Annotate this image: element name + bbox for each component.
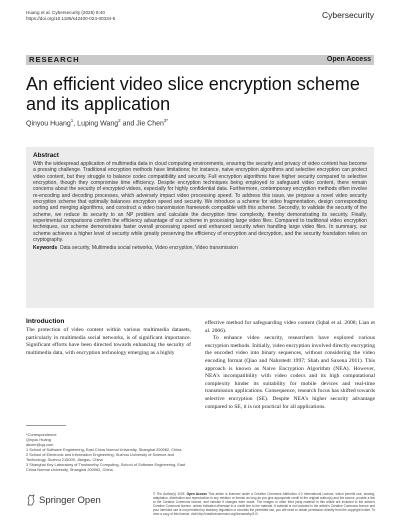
keywords-label: Keywords [33,245,58,252]
abstract-box [26,147,374,308]
abstract-text: With the widespread application of multimedia data in cloud computing environments, ensuring the security and privacy of video content has become a pressing challenge. Traditional encryption methods have limitations; for instance, naive encryption algorithms and selective encryption can protect video content, but they struggle to balance codec compatibility and security. Full encryption algorithms have higher security compared to selective encryption, though they compromise time efficiency. Despite encryption techniques being employed to safeguard video content, there remain concerns about the security of encrypted videos, especially for highly confidential data. Furthermore, contemporary encryption methods often involve re-encoding and decoding processes, which adversely impact video processing speed. To address this issue, we propose a novel video security encryption scheme that optimally balances encryption speed and security. We introduce a scheme for video fragmentation, design corresponding sorting and merging algorithms, and construct a video transmission framework compatible with this scheme. Secondly, to validate the security of the scheme, we reduce its security to an NP problem and calculate the decryption time complexity, thereby demonstrating its security. Finally, experimental comparisons confirm the efficiency advantage of our scheme in processing large video files. Compared to traditional video encryption techniques, our scheme demonstrates faster overall processing speed and enhanced security when handling large video files. In summary, our scheme achieves a higher level of security while greatly preserving the efficiency of encryption and decryption, and the security foundation relies on cryptography. [33,161,367,244]
author-affiliation-mark: 3* [163,118,169,123]
left-column [26,318,191,357]
correspondence-label: *Correspondence: [26,431,58,437]
publisher-logo [26,492,101,508]
article-type: RESEARCH [29,55,80,64]
open-access-badge: Open Access [326,56,371,63]
footnotes [26,425,191,472]
author-name[interactable]: Qinyou Huang [26,120,71,128]
doi-link[interactable]: https://doi.org/10.1186/s42400-024-00334-5 [26,16,116,21]
author-list [26,118,168,127]
intro-text-continued: effective method for safeguarding video content (Iqbal et al. 2008; Lian et al. 2006). [205,320,375,334]
license-text [153,492,375,517]
citation-line: Huang et al. Cybersecurity (2025) 8:40 [26,10,105,15]
author-separator: , [73,120,78,128]
license-body: This article is licensed under a Creative Commons Attribution 4.0 International License, which permits use, sharing, adaptation, distribution and reproduction in any medium or format, as long as you give appropriate credit to the original author(s) and the source, provide a link to the Creative Commons licence, and indicate if changes were made. The images or other third party material in this article are included in the article's Creative Commons licence, unless indicated otherwise in a credit line to the material. If material is not included in the article's Creative Commons licence and your intended use is not permitted by statutory regulation or exceeds the permitted use, you will need to obtain permission directly from the copyright holder. To view a copy of this licence, visit http://creativecommons.org/licenses/by/4.0/. [153,492,375,517]
section-heading: Introduction [26,318,65,325]
affiliation: 1 School of Software Engineering, East China Normal University, Shanghai 200062, China [26,446,182,452]
author-affiliation-mark: 2 [118,118,121,123]
footnote-divider [26,425,66,426]
page-header [26,10,374,32]
author-name[interactable]: Luping Wang [77,120,119,128]
right-column [205,320,375,411]
springer-horse-icon [26,494,36,506]
open-access-label: Open Access [186,492,207,496]
publisher-name: Springer Open [39,494,101,506]
paper-title: An efficient video slice encryption scheme and its application [26,74,360,114]
intro-text-second: To enhance video security, researchers have explored various encryption methods. Initially, video encryption involved directly encrypting the encoded video into binary sequences, without considering the video encoding format (Qiao and Nahrstedt 1997; Shah and Saxena 2011). This approach is known as Naive Encryption Algorithm (NEA). However, NEA's incompatibility with video codecs and its high computational complexity hinder its suitability for mobile devices and real-time transmission applications. Consequence, research focus has shifted towards selective encryption (SE). Despite NEA's higher security advantage compared to SE, it is not practical for all applications. [205,335,375,410]
keywords [33,245,367,251]
affiliation: 2 School of Electronic and Information Engineering, Suzhou University of Science and Technology, Suzhou 215009, Jiangsu, China [26,451,174,462]
correspondence-name: Qinyou Huang [26,436,51,442]
abstract-heading: Abstract [33,152,59,159]
section-banner [26,55,374,65]
journal-name: Cybersecurity [322,10,374,20]
copyright: © The Author(s) 2025. [153,492,186,496]
body-paragraph [205,320,375,411]
author-affiliation-mark: 1 [70,118,74,123]
body-paragraph [26,327,191,357]
correspondence-email[interactable]: abcee@qq.com [26,441,54,447]
author-separator: and [120,120,137,128]
intro-text: The protection of video content within various multimedia datasets, particularly in multimedia social networks, is of significant importance. Significant efforts have been directed towards enhancing the security of multimedia data, with encryption technology emerging as a highly [26,327,191,356]
author-name[interactable]: Jie Chen [136,120,164,128]
keywords-text: Data security, Multimedia social networks, Video encryption, Video transmission [59,245,238,252]
affiliation: 3 Shanghai Key Laboratory of Trustworthy Computing, School of Software Engineering, East China Normal University, Shanghai 200062, China [26,461,186,472]
